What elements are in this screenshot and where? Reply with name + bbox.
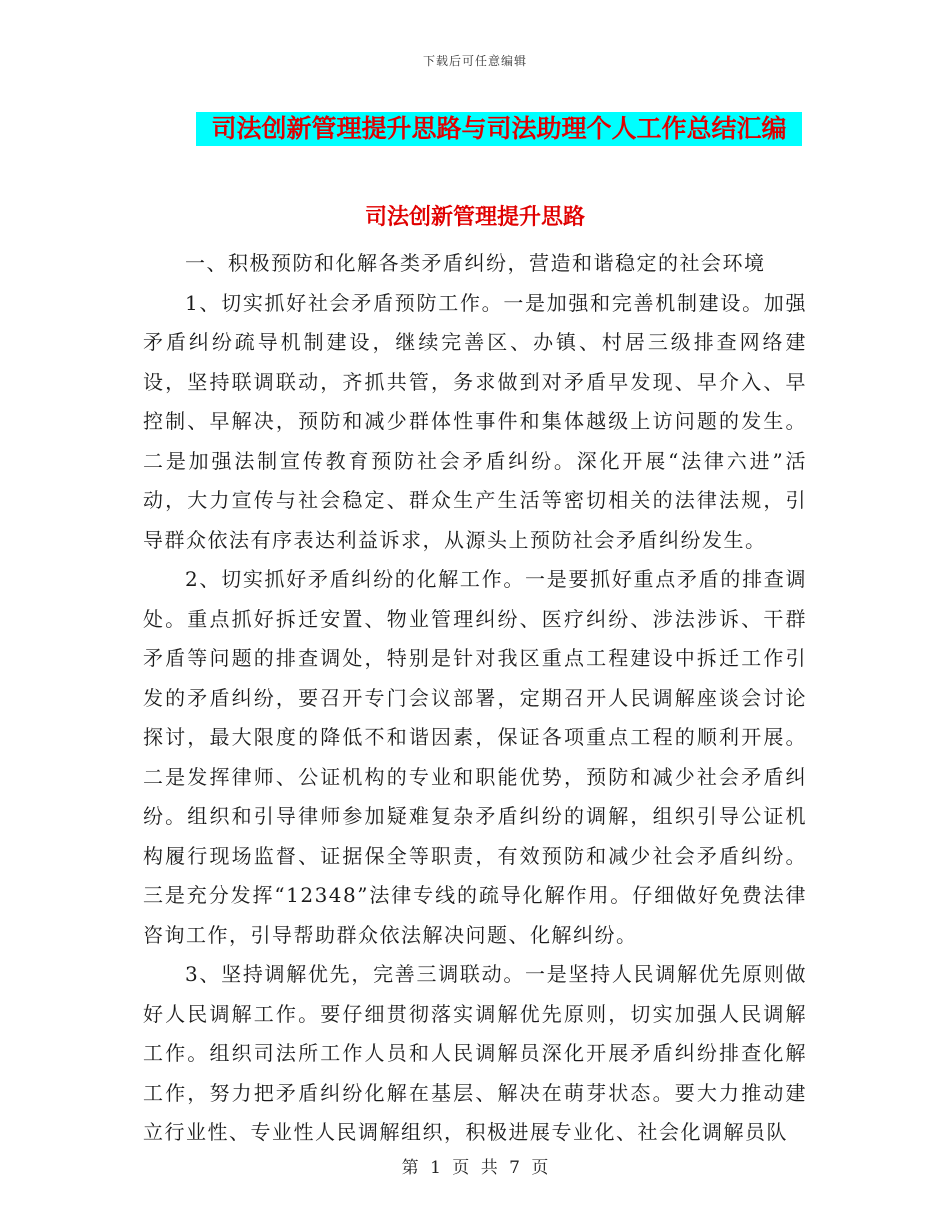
page-number: 第 1 页 共 7 页 — [401, 1158, 549, 1178]
document-body — [143, 244, 807, 1153]
paragraph: 3、坚持调解优先，完善三调联动。一是坚持人民调解优先原则做好人民调解工作。要仔细贯彻落实调解优先原则，切实加强人民调解工作。组织司法所工作人员和人民调解员深化开展矛盾纠纷排查化解工作，努力把矛盾纠纷化解在基层、解决在萌芽状态。要大力推动建立行业性、专业性人民调解组织，积极进展专业化、社会化调解员队 — [143, 962, 807, 1144]
section-title: 司法创新管理提升思路 — [364, 205, 585, 230]
document-title: 司法创新管理提升思路与司法助理个人工作总结汇编 — [196, 112, 802, 146]
paragraph: 1、切实抓好社会矛盾预防工作。一是加强和完善机制建设。加强矛盾纠纷疏导机制建设，继续完善区、办镇、村居三级排查网络建设，坚持联调联动，齐抓共管，务求做到对矛盾早发现、早介入、早控制、早解决，预防和减少群体性事件和集体越级上访问题的发生。二是加强法制宣传教育预防社会矛盾纠纷。深化开展“法律六进”活动，大力宣传与社会稳定、群众生产生活等密切相关的法律法规，引导群众依法有序表达利益诉求，从源头上预防社会矛盾纠纷发生。 — [143, 290, 807, 552]
paragraph: 2、切实抓好矛盾纠纷的化解工作。一是要抓好重点矛盾的排查调处。重点抓好拆迁安置、物业管理纠纷、医疗纠纷、涉法涉诉、干群矛盾等问题的排查调处，特别是针对我区重点工程建设中拆迁工作引发的矛盾纠纷，要召开专门会议部署，定期召开人民调解座谈会讨论探讨，最大限度的降低不和谐因素，保证各项重点工程的顺利开展。二是发挥律师、公证机构的专业和职能优势，预防和减少社会矛盾纠纷。组织和引导律师参加疑难复杂矛盾纠纷的调解，组织引导公证机构履行现场监督、证据保全等职责，有效预防和减少社会矛盾纠纷。三是充分发挥“12348”法律专线的疏导化解作用。仔细做好免费法律咨询工作，引导帮助群众依法解决问题、化解纠纷。 — [143, 567, 807, 947]
section-heading: 一、积极预防和化解各类矛盾纠纷，营造和谐稳定的社会环境 — [185, 251, 766, 275]
page-header-note: 下载后可任意编辑 — [422, 54, 527, 68]
